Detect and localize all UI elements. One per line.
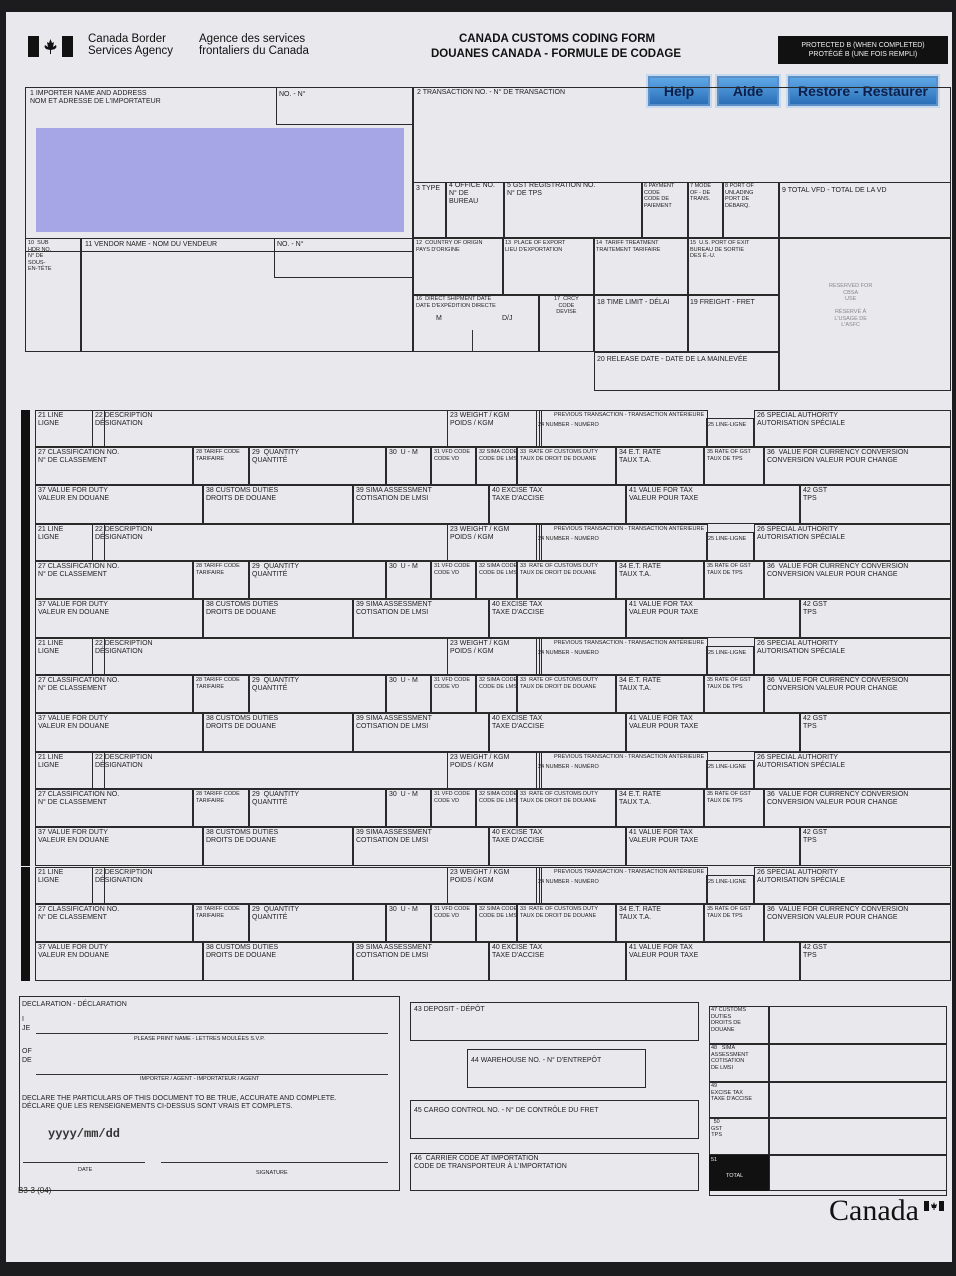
deposit-label: 43 DEPOSIT - DÉPÔT	[414, 1006, 485, 1013]
total-vfd-label: 9 TOTAL VFD - TOTAL DE LA VD	[782, 187, 887, 194]
line-label-21: 21 LINE LIGNE	[38, 869, 64, 884]
line-label-41: 41 VALUE FOR TAX VALEUR POUR TAXE	[629, 944, 699, 959]
line-label-32: 32 SIMA CODE CODE DE LMSI	[479, 791, 519, 804]
je-label: JE	[22, 1025, 31, 1032]
line-label-31: 31 VFD CODE CODE VD	[434, 906, 471, 919]
excise-total-label: 49 EXCISE TAX TAXE D'ACCISE	[711, 1083, 752, 1102]
vendor-no-label: NO. - N°	[277, 241, 304, 248]
line-label-28: 28 TARIFF CODE TARIFAIRE	[196, 563, 240, 576]
type-label: 3 TYPE	[416, 185, 440, 192]
port-unlading-label: 8 PORT OF UNLADING PORT DE DÉBARQ.	[725, 183, 754, 209]
sima-total-label: 48 SIMA ASSESSMENT COTISATION DE LMSI	[711, 1045, 749, 1071]
cargo-control-field[interactable]	[410, 1100, 699, 1139]
line-label-27: 27 CLASSIFICATION NO. N° DE CLASSEMENT	[38, 791, 120, 806]
mode-label: 7 MODE OF - DE TRANS.	[690, 183, 712, 202]
line-label-41: 41 VALUE FOR TAX VALEUR POUR TAXE	[629, 829, 699, 844]
line-label-36: 36 VALUE FOR CURRENCY CONVERSION CONVERSION VALEUR POUR CHANGE	[767, 677, 909, 692]
importer-agent-label: IMPORTER / AGENT - IMPORTATEUR / AGENT	[140, 1076, 260, 1082]
line-label-37: 37 VALUE FOR DUTY VALEUR EN DOUANE	[38, 829, 110, 844]
line-label-39: 39 SIMA ASSESSMENT COTISATION DE LMSI	[356, 715, 432, 730]
line-label-23: 23 WEIGHT / KGM POIDS / KGM	[450, 869, 510, 884]
line-label-40: 40 EXCISE TAX TAXE D'ACCISE	[492, 715, 545, 730]
line-label-41: 41 VALUE FOR TAX VALEUR POUR TAXE	[629, 601, 699, 616]
line-label-26: 26 SPECIAL AUTHORITY AUTORISATION SPÉCIALE	[757, 526, 846, 541]
line-label-38: 38 CUSTOMS DUTIES DROITS DE DOUANE	[206, 601, 279, 616]
line-item-marker	[21, 638, 30, 752]
line-label-25: 25 LINE-LIGNE	[708, 422, 747, 428]
line-label-34: 34 E.T. RATE TAUX T.A.	[619, 563, 661, 578]
aide-button[interactable]: Aide	[717, 76, 779, 106]
line-label-22: 22 DESCRIPTION DÉSIGNATION	[95, 869, 153, 884]
line-label-35: 35 RATE OF GST TAUX DE TPS	[707, 563, 751, 576]
help-button[interactable]: Help	[648, 76, 710, 106]
line-label-34: 34 E.T. RATE TAUX T.A.	[619, 677, 661, 692]
agency-name-en: Canada Border Services Agency	[88, 33, 174, 57]
line-label-22: 22 DESCRIPTION DÉSIGNATION	[95, 412, 153, 427]
line-label-42: 42 GST TPS	[803, 601, 828, 616]
line-label-23: 23 WEIGHT / KGM POIDS / KGM	[450, 640, 510, 655]
sub-hdr-label: 10 SUB HDR NO. N° DE SOUS- EN-TÊTE	[28, 240, 52, 272]
de-label: DE	[22, 1057, 32, 1064]
line-label-26: 26 SPECIAL AUTHORITY AUTORISATION SPÉCIALE	[757, 754, 846, 769]
gst-label: 5 GST REGISTRATION NO. N° DE TPS	[507, 182, 596, 197]
line-label-36: 36 VALUE FOR CURRENCY CONVERSION CONVERSION VALEUR POUR CHANGE	[767, 449, 909, 464]
line-label-29: 29 QUANTITY QUANTITÉ	[252, 449, 300, 464]
line-label-28: 28 TARIFF CODE TARIFAIRE	[196, 906, 240, 919]
line-item-block	[6, 638, 952, 752]
cargo-label: 45 CARGO CONTROL NO. - N° DE CONTRÔLE DU FRET	[414, 1107, 599, 1114]
line-label-41: 41 VALUE FOR TAX VALEUR POUR TAXE	[629, 487, 699, 502]
line-label-42: 42 GST TPS	[803, 487, 828, 502]
warehouse-field[interactable]	[467, 1049, 646, 1088]
customs-duties-total-label: 47 CUSTOMS DUTIES DROITS DE DOUANE	[711, 1007, 747, 1033]
line-label-37: 37 VALUE FOR DUTY VALEUR EN DOUANE	[38, 944, 110, 959]
line-label-27: 27 CLASSIFICATION NO. N° DE CLASSEMENT	[38, 563, 120, 578]
agent-line[interactable]	[36, 1074, 388, 1075]
line-label-27: 27 CLASSIFICATION NO. N° DE CLASSEMENT	[38, 677, 120, 692]
line-label-40: 40 EXCISE TAX TAXE D'ACCISE	[492, 487, 545, 502]
declaration-label: DECLARATION - DÉCLARATION	[22, 1001, 127, 1008]
line-label-42: 42 GST TPS	[803, 829, 828, 844]
date-field[interactable]: yyyy/mm/dd	[48, 1127, 121, 1141]
vendor-label: 11 VENDOR NAME - NOM DU VENDEUR	[85, 241, 218, 248]
origin-label: 12 COUNTRY OF ORIGIN PAYS D'ORIGINE	[416, 240, 483, 253]
importer-name-field[interactable]	[36, 128, 404, 232]
line-label-36: 36 VALUE FOR CURRENCY CONVERSION CONVERSION VALEUR POUR CHANGE	[767, 563, 909, 578]
line-label-34: 34 E.T. RATE TAUX T.A.	[619, 791, 661, 806]
line-item-block	[6, 867, 952, 981]
line-label-22: 22 DESCRIPTION DÉSIGNATION	[95, 640, 153, 655]
line-label-30: 30 U - M	[389, 449, 418, 456]
signature-label: SIGNATURE	[256, 1170, 288, 1176]
line-label-24: 24 NUMBER - NUMÉRO	[538, 536, 599, 542]
line-label-39: 39 SIMA ASSESSMENT COTISATION DE LMSI	[356, 601, 432, 616]
line-item-marker	[21, 410, 30, 524]
line-label-33: 33 RATE OF CUSTOMS DUTY TAUX DE DROIT DE DOUANE	[520, 906, 599, 919]
importer-no-label: NO. - N°	[279, 91, 306, 98]
date-line	[23, 1162, 145, 1163]
line-item-block	[6, 752, 952, 866]
line-label-24: 24 NUMBER - NUMÉRO	[538, 764, 599, 770]
line-label-31: 31 VFD CODE CODE VD	[434, 563, 471, 576]
office-label: 4 OFFICE NO. N° DE BUREAU	[449, 182, 495, 205]
importer-label: 1 IMPORTER NAME AND ADDRESS NOM ET ADRESSE DE L'IMPORTATEUR	[30, 90, 161, 105]
grand-total-number: 51	[711, 1157, 718, 1163]
line-label-42: 42 GST TPS	[803, 715, 828, 730]
line-label-41: 41 VALUE FOR TAX VALEUR POUR TAXE	[629, 715, 699, 730]
line-label-28: 28 TARIFF CODE TARIFAIRE	[196, 791, 240, 804]
previous-transaction-label: PREVIOUS TRANSACTION - TRANSACTION ANTÉRIEURE	[554, 412, 705, 418]
line-label-30: 30 U - M	[389, 791, 418, 798]
freight-label: 19 FREIGHT - FRET	[690, 299, 755, 306]
line-label-39: 39 SIMA ASSESSMENT COTISATION DE LMSI	[356, 487, 432, 502]
line-label-39: 39 SIMA ASSESSMENT COTISATION DE LMSI	[356, 829, 432, 844]
line-label-25: 25 LINE-LIGNE	[708, 764, 747, 770]
line-label-33: 33 RATE OF CUSTOMS DUTY TAUX DE DROIT DE DOUANE	[520, 563, 599, 576]
line-label-23: 23 WEIGHT / KGM POIDS / KGM	[450, 754, 510, 769]
line-label-35: 35 RATE OF GST TAUX DE TPS	[707, 906, 751, 919]
line-label-29: 29 QUANTITY QUANTITÉ	[252, 563, 300, 578]
line-label-38: 38 CUSTOMS DUTIES DROITS DE DOUANE	[206, 487, 279, 502]
grand-total-label: TOTAL	[726, 1173, 744, 1179]
line-label-37: 37 VALUE FOR DUTY VALEUR EN DOUANE	[38, 487, 110, 502]
line-label-23: 23 WEIGHT / KGM POIDS / KGM	[450, 412, 510, 427]
line-label-24: 24 NUMBER - NUMÉRO	[538, 879, 599, 885]
restore-button[interactable]: Restore - Restaurer	[788, 76, 938, 106]
coding-form-page	[6, 12, 952, 1262]
line-label-29: 29 QUANTITY QUANTITÉ	[252, 906, 300, 921]
customs-duties-total-field[interactable]	[769, 1006, 947, 1044]
line-label-33: 33 RATE OF CUSTOMS DUTY TAUX DE DROIT DE DOUANE	[520, 677, 599, 690]
line-label-24: 24 NUMBER - NUMÉRO	[538, 650, 599, 656]
line-label-29: 29 QUANTITY QUANTITÉ	[252, 677, 300, 692]
line-label-21: 21 LINE LIGNE	[38, 754, 64, 769]
line-label-37: 37 VALUE FOR DUTY VALEUR EN DOUANE	[38, 601, 110, 616]
i-label: I	[22, 1016, 24, 1023]
line-label-40: 40 EXCISE TAX TAXE D'ACCISE	[492, 944, 545, 959]
line-label-38: 38 CUSTOMS DUTIES DROITS DE DOUANE	[206, 715, 279, 730]
line-label-23: 23 WEIGHT / KGM POIDS / KGM	[450, 526, 510, 541]
line-label-40: 40 EXCISE TAX TAXE D'ACCISE	[492, 829, 545, 844]
direct-shipment-label: 16 DIRECT SHIPMENT DATE DATE D'EXPÉDITION DIRECTE	[416, 296, 496, 309]
line-label-29: 29 QUANTITY QUANTITÉ	[252, 791, 300, 806]
line-label-32: 32 SIMA CODE CODE DE LMSI	[479, 563, 519, 576]
line-label-21: 21 LINE LIGNE	[38, 640, 64, 655]
line-label-38: 38 CUSTOMS DUTIES DROITS DE DOUANE	[206, 944, 279, 959]
form-title-fr: DOUANES CANADA - FORMULE DE CODAGE	[431, 48, 682, 60]
line-label-26: 26 SPECIAL AUTHORITY AUTORISATION SPÉCIALE	[757, 412, 846, 427]
line-label-28: 28 TARIFF CODE TARIFAIRE	[196, 449, 240, 462]
line-item-marker	[21, 867, 30, 981]
reserved-label: RESERVED FOR CBSA USE RÉSERVÉ À L'USAGE DE L'ASFC	[829, 283, 873, 328]
wordmark-flag-icon	[924, 1198, 944, 1208]
line-label-22: 22 DESCRIPTION DÉSIGNATION	[95, 754, 153, 769]
line-label-34: 34 E.T. RATE TAUX T.A.	[619, 449, 661, 464]
line-label-25: 25 LINE-LIGNE	[708, 879, 747, 885]
form-number: B3-3 (04)	[18, 1186, 52, 1195]
grand-total-field[interactable]	[769, 1155, 947, 1191]
line-label-27: 27 CLASSIFICATION NO. N° DE CLASSEMENT	[38, 906, 120, 921]
warehouse-label: 44 WAREHOUSE NO. - N° D'ENTREPÔT	[471, 1057, 602, 1064]
form-title-en: CANADA CUSTOMS CODING FORM	[459, 33, 656, 45]
previous-transaction-label: PREVIOUS TRANSACTION - TRANSACTION ANTÉRIEURE	[554, 640, 705, 646]
carrier-label: 46 CARRIER CODE AT IMPORTATION CODE DE TRANSPORTEUR À L'IMPORTATION	[414, 1155, 567, 1170]
print-name-label: PLEASE PRINT NAME - LETTRES MOULÉES S.V.P.	[134, 1036, 265, 1042]
line-label-32: 32 SIMA CODE CODE DE LMSI	[479, 677, 519, 690]
line-label-33: 33 RATE OF CUSTOMS DUTY TAUX DE DROIT DE DOUANE	[520, 791, 599, 804]
line-label-37: 37 VALUE FOR DUTY VALEUR EN DOUANE	[38, 715, 110, 730]
gst-total-label: 50 GST TPS	[711, 1119, 723, 1138]
line-label-30: 30 U - M	[389, 563, 418, 570]
us-port-label: 15 U.S. PORT OF EXIT BUREAU DE SORTIE DES É.-U.	[690, 240, 750, 259]
line-label-25: 25 LINE-LIGNE	[708, 650, 747, 656]
name-line[interactable]	[36, 1033, 388, 1034]
line-label-42: 42 GST TPS	[803, 944, 828, 959]
day-label: D/J	[502, 315, 513, 322]
previous-transaction-label: PREVIOUS TRANSACTION - TRANSACTION ANTÉRIEURE	[554, 754, 705, 760]
transaction-label: 2 TRANSACTION NO. - N° DE TRANSACTION	[417, 89, 566, 96]
line-label-36: 36 VALUE FOR CURRENCY CONVERSION CONVERSION VALEUR POUR CHANGE	[767, 791, 909, 806]
line-label-40: 40 EXCISE TAX TAXE D'ACCISE	[492, 601, 545, 616]
excise-total-field[interactable]	[769, 1082, 947, 1118]
line-item-marker	[21, 524, 30, 638]
signature-line[interactable]	[161, 1162, 388, 1163]
line-label-35: 35 RATE OF GST TAUX DE TPS	[707, 449, 751, 462]
canada-wordmark: Canada	[829, 1194, 919, 1227]
line-label-21: 21 LINE LIGNE	[38, 412, 64, 427]
line-label-33: 33 RATE OF CUSTOMS DUTY TAUX DE DROIT DE DOUANE	[520, 449, 599, 462]
line-label-26: 26 SPECIAL AUTHORITY AUTORISATION SPÉCIALE	[757, 869, 846, 884]
line-label-31: 31 VFD CODE CODE VD	[434, 791, 471, 804]
export-label: 13 PLACE OF EXPORT LIEU D'EXPORTATION	[505, 240, 566, 253]
line-label-39: 39 SIMA ASSESSMENT COTISATION DE LMSI	[356, 944, 432, 959]
agency-name-fr: Agence des services frontaliers du Canada	[199, 33, 309, 57]
declare-en: DECLARE THE PARTICULARS OF THIS DOCUMENT TO BE TRUE, ACCURATE AND COMPLETE.	[22, 1095, 337, 1102]
line-label-21: 21 LINE LIGNE	[38, 526, 64, 541]
line-label-27: 27 CLASSIFICATION NO. N° DE CLASSEMENT	[38, 449, 120, 464]
tariff-treatment-label: 14 TARIFF TREATMENT TRAITEMENT TARIFAIRE	[596, 240, 661, 253]
line-label-26: 26 SPECIAL AUTHORITY AUTORISATION SPÉCIALE	[757, 640, 846, 655]
line-label-31: 31 VFD CODE CODE VD	[434, 449, 471, 462]
line-label-32: 32 SIMA CODE CODE DE LMSI	[479, 906, 519, 919]
sima-total-field[interactable]	[769, 1044, 947, 1082]
direct-shipment-divider	[472, 330, 473, 352]
previous-transaction-label: PREVIOUS TRANSACTION - TRANSACTION ANTÉRIEURE	[554, 526, 705, 532]
line-label-35: 35 RATE OF GST TAUX DE TPS	[707, 677, 751, 690]
line-label-31: 31 VFD CODE CODE VD	[434, 677, 471, 690]
line-label-36: 36 VALUE FOR CURRENCY CONVERSION CONVERSION VALEUR POUR CHANGE	[767, 906, 909, 921]
line-label-28: 28 TARIFF CODE TARIFAIRE	[196, 677, 240, 690]
of-label: OF	[22, 1048, 32, 1055]
gst-total-field[interactable]	[769, 1118, 947, 1155]
release-label: 20 RELEASE DATE - DATE DE LA MAINLEVÉE	[597, 356, 748, 363]
declare-fr: DÉCLARE QUE LES RENSEIGNEMENTS CI-DESSUS SONT VRAIS ET COMPLETS.	[22, 1103, 293, 1110]
line-label-35: 35 RATE OF GST TAUX DE TPS	[707, 791, 751, 804]
line-label-25: 25 LINE-LIGNE	[708, 536, 747, 542]
line-label-30: 30 U - M	[389, 906, 418, 913]
line-item-block	[6, 410, 952, 524]
line-label-34: 34 E.T. RATE TAUX T.A.	[619, 906, 661, 921]
payment-label: 6 PAYMENT CODE CODE DE PAIEMENT	[644, 183, 675, 209]
previous-transaction-label: PREVIOUS TRANSACTION - TRANSACTION ANTÉRIEURE	[554, 869, 705, 875]
transaction-box[interactable]	[413, 87, 951, 182]
currency-label: 17 CRCY CODE DEVISE	[554, 296, 579, 315]
line-item-marker	[21, 752, 30, 866]
line-label-38: 38 CUSTOMS DUTIES DROITS DE DOUANE	[206, 829, 279, 844]
protected-badge: PROTECTED B (WHEN COMPLETED) PROTÉGÉ B (UNE FOIS REMPLI)	[778, 36, 948, 64]
line-label-24: 24 NUMBER - NUMÉRO	[538, 422, 599, 428]
line-label-30: 30 U - M	[389, 677, 418, 684]
date-label: DATE	[78, 1167, 93, 1173]
month-label: M	[436, 315, 442, 322]
line-item-block	[6, 524, 952, 638]
canada-flag-icon	[28, 36, 73, 57]
line-label-22: 22 DESCRIPTION DÉSIGNATION	[95, 526, 153, 541]
line-label-32: 32 SIMA CODE CODE DE LMSI	[479, 449, 519, 462]
time-limit-label: 18 TIME LIMIT - DÉLAI	[597, 299, 670, 306]
